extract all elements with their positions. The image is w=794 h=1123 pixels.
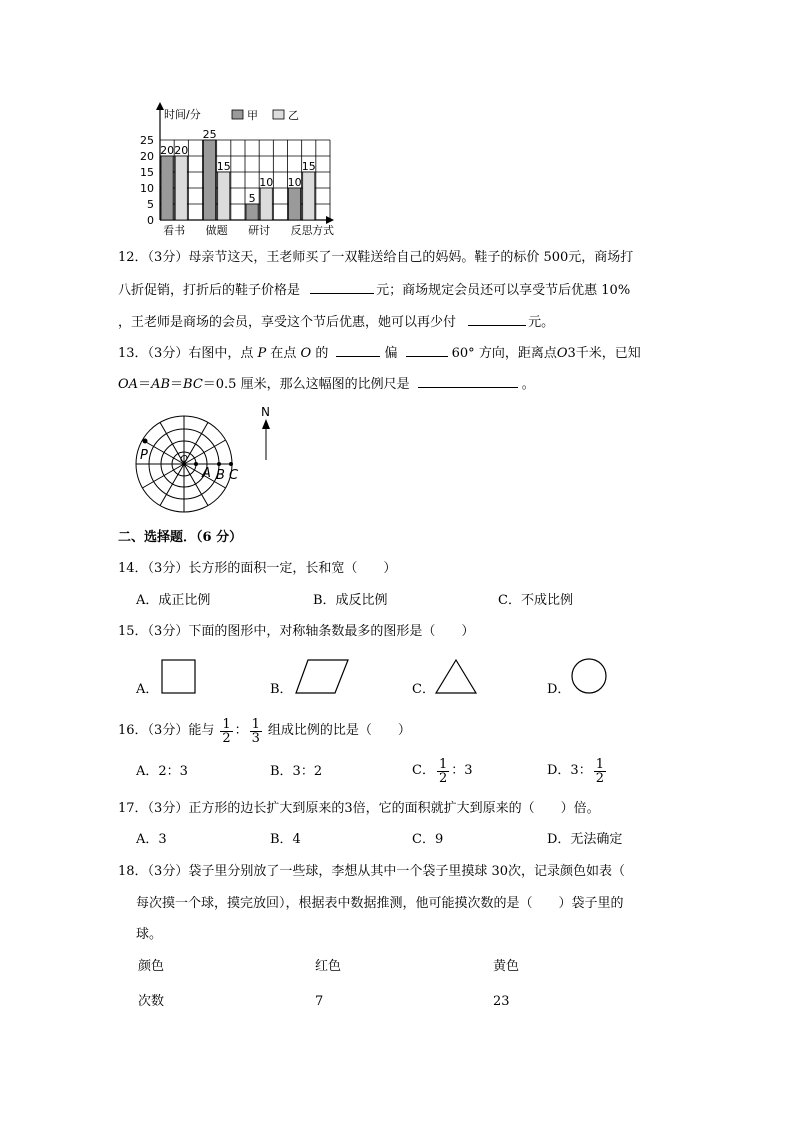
fraction-one-third [250,718,262,745]
label-p: P [140,448,148,463]
section-title-choice: 二、选择题．（6 分） [118,530,243,545]
q13-text: 偏 [384,346,398,361]
y-tick-label: 15 [140,166,154,179]
q16-option-a[interactable]: A．2：3 [136,764,188,779]
legend-label: 乙 [288,109,299,122]
bar [289,188,301,220]
q12-text-d: 元。 [528,315,555,330]
q13-text: 13．（3分）右图中，点 [118,346,254,361]
label-c: C [229,468,239,483]
label-o: O [180,454,188,465]
x-tick-label: 看书 [163,224,186,237]
fraction-denominator: 3 [251,730,260,746]
bar-value-label: 10 [287,176,302,189]
q12-text-a: 八折促销，打折后的鞋子价格是 [118,283,301,298]
point-p-dot [143,439,148,444]
q12-line3 [118,311,554,333]
q14-option-a[interactable]: A．成正比例 [136,593,211,608]
bar [303,172,315,220]
bar [218,172,230,220]
legend-label: 甲 [247,109,258,122]
table-header-red: 红色 [315,959,342,974]
q13-text: 3千米，已知 [567,346,641,361]
bar-value-label: 15 [301,160,316,173]
q13-seg-ab: AB [151,377,171,392]
circle-icon[interactable] [569,657,609,695]
q18-line3: 球。 [136,927,163,942]
bar [246,204,258,220]
square-icon[interactable] [160,658,198,696]
label-a: A [202,466,211,481]
answer-blank-scale[interactable] [418,373,518,388]
option-text: D．3： [547,763,592,778]
fraction-numerator: 1 [438,756,448,772]
y-tick-label: 20 [140,150,154,163]
q17-option-d[interactable]: D．无法确定 [547,832,623,847]
q13-point-o: O [300,346,312,361]
q12-text-b: 元；商场规定会员还可以享受节后优惠 10% [376,283,631,298]
y-tick-label: 10 [140,182,154,195]
q17-option-a[interactable]: A．3 [136,832,167,847]
bar [161,156,173,220]
bar-value-label: 5 [248,192,256,205]
q13-text: 在点 [270,346,297,361]
q16-option-d[interactable] [547,756,608,786]
q16-option-b[interactable]: B．3：2 [270,764,323,779]
legend-swatch [273,110,284,119]
answer-blank-discount-price[interactable] [310,279,374,294]
answer-blank-savings[interactable] [468,311,526,326]
bar-value-label: 15 [216,160,231,173]
q13-line2 [118,373,535,395]
fraction-denominator: 2 [438,770,448,786]
bar-value-label: 25 [202,128,217,141]
q15-stem: 15．（3分）下面的图形中，对称轴条数最多的图形是（ ） [118,624,475,639]
q15-option-a[interactable]: A． [136,682,159,697]
q13-text: ＝ [170,377,184,392]
answer-blank-direction-1[interactable] [336,342,380,357]
table-header-color: 颜色 [138,959,165,974]
q17-stem: 17．（3分）正方形的边长扩大到原来的3倍，它的面积就扩大到原来的（ ）倍。 [118,801,600,816]
q13-text: ＝0.5 厘米，那么这幅图的比例尺是 [202,377,410,392]
q13-text: ＝ [138,377,152,392]
q12-text-c: ，王老师是商场的会员，享受这个节后优惠，她可以再少付 [118,315,457,330]
x-axis-title: 方式 [312,224,334,237]
q13-seg-oa: OA [118,377,139,392]
table-row-label-count: 次数 [138,994,165,1009]
parallelogram-icon[interactable] [294,658,350,696]
q13-point-o: O [556,346,568,361]
q13-point-p: P [257,346,267,361]
option-letter: C． [412,763,435,778]
q13-line1 [118,342,641,364]
q12-line2 [118,279,630,301]
y-axis-arrow-icon [156,102,164,110]
q13-seg-bc: BC [183,377,203,392]
x-tick-label: 反思 [290,224,313,237]
triangle-icon[interactable] [434,658,478,696]
fraction-denominator: 2 [222,730,231,746]
north-arrow-icon [256,404,276,464]
q16-option-c[interactable] [412,756,473,786]
table-cell-yellow-count: 23 [493,994,510,1009]
q15-option-d[interactable]: D． [547,682,571,697]
bar-value-label: 10 [259,176,274,189]
bar-value-label: 20 [160,144,175,157]
ratio-colon: ： [234,723,248,738]
y-tick-label: 5 [147,198,154,211]
y-axis-title: 时间/分 [164,108,201,121]
fraction-one-half [220,718,232,745]
bar-value-label: 20 [174,144,189,157]
q15-option-c[interactable]: C． [412,682,435,697]
fraction-numerator: 1 [222,716,231,732]
q14-option-b[interactable]: B．成反比例 [313,593,388,608]
point-c-dot [229,462,233,466]
q17-option-b[interactable]: B．4 [270,832,301,847]
table-header-yellow: 黄色 [493,959,520,974]
bar [175,156,187,220]
q18-line1: 18．（3分）袋子里分别放了一些球，李想从其中一个袋子里摸球 30次，记录颜色如表（ [118,864,625,879]
fraction-one-half [594,758,606,785]
q16-text: 组成比例的比是（ ） [267,723,411,738]
q14-stem: 14．（3分）长方形的面积一定，长和宽（ ） [118,561,397,576]
x-tick-label: 做题 [205,224,228,237]
q15-option-b[interactable]: B． [270,682,293,697]
q13-text: 60° 方向，距离点 [451,346,557,361]
q17-option-c[interactable]: C．9 [412,832,444,847]
answer-blank-direction-2[interactable] [406,342,448,357]
y-tick-label: 25 [140,134,154,147]
point-a-dot [194,462,198,466]
label-b: B [216,468,225,483]
fraction-numerator: 1 [251,716,260,732]
x-tick-label: 研讨 [248,224,271,237]
bar [260,188,272,220]
q14-option-c[interactable]: C．不成比例 [498,593,573,608]
q13-text: 。 [521,377,535,392]
table-cell-red-count: 7 [315,994,324,1009]
fraction-one-half [437,758,449,785]
legend-swatch [232,110,243,119]
bar-chart [130,98,340,238]
bar [204,140,216,220]
fraction-denominator: 2 [595,770,604,786]
option-text: ：3 [451,763,473,778]
q16-stem [118,716,411,746]
q13-text: 的 [315,346,329,361]
q12-line1: 12．（3分）母亲节这天，王老师买了一双鞋送给自己的妈妈。鞋子的标价 500元，商场打 [118,250,634,265]
north-label: N [261,405,270,419]
q16-text: 16．（3分）能与 [118,723,215,738]
y-tick-label: 0 [147,214,154,227]
fraction-numerator: 1 [595,756,604,772]
point-b-dot [217,462,221,466]
q18-line2: 每次摸一个球，摸完放回），根据表中数据推测，他可能摸次数的是（ ）袋子里的 [136,896,624,911]
